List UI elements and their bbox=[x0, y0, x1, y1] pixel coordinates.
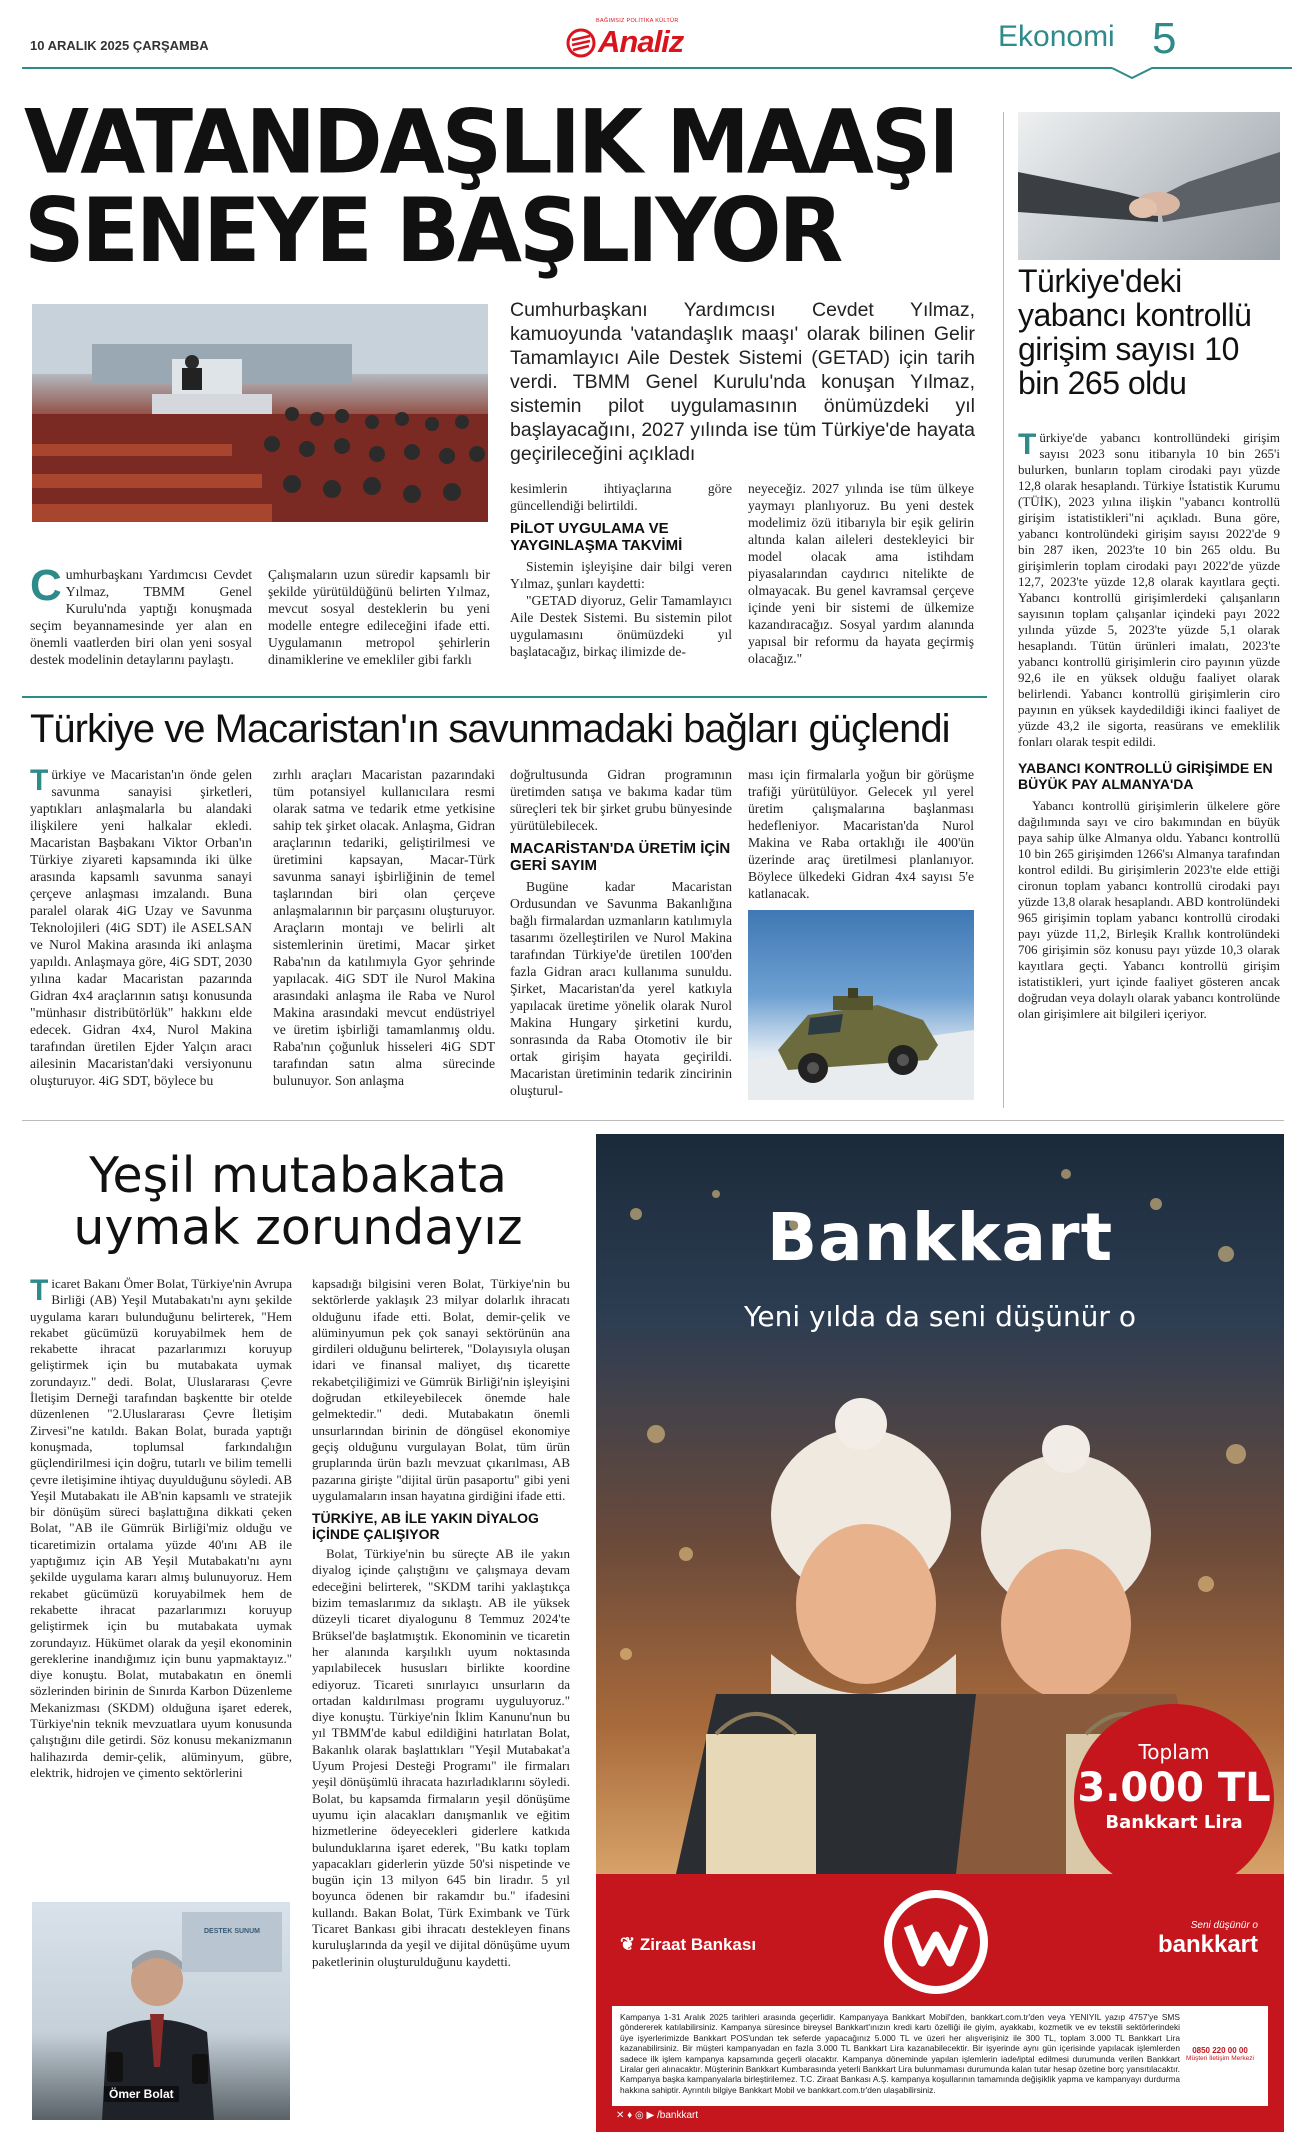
ziraat-wheat-icon: ❦ bbox=[620, 1934, 636, 1954]
handshake-illustration bbox=[1018, 112, 1280, 260]
side-text-1: ürkiye'de yabancı kontrollündeki girişim sayısı 2023 sonu itibarıyla 10 bin 265'i bulurken, bunların toplam cirodaki payı yüzde 12,8 olarak hesaplandı. Türkiye İstatistik Kurumu (TÜİK), 2023 yılına ilişkin "yabancı kontrollü girişim istatistikleri"ni açıkladı. Buna göre, yabancı kontrolündeki girişim sayısı 2022'de 9 bin 287 iken, 2023'te 10 bin 265 oldu. Bu girişimlerin toplam cirodaki payı 2022'de yüzde 12,7, 2023'te yüzde 12,8 olarak kayıtlara geçti. Yabancı kontrollü girişimlerdeki çalışanların sayısının toplam çalışanlar içindeki payı 2022 yılında yüzde 5, 2023'te yüzde 5,1 olarak hesaplandı. Tütün ürünleri imalatı, 2023'te yabancı kontrollü girişimlerin ciro payının yüzde 92,6 ile en yüksek olduğu faaliyet olarak belirlendi. Yabancı kontrollü girişimlerin ciro payının en yüksek kaydedildiği ikinci faaliyet de yüzde 43,2 ile sigorta, reasürans ve emeklilik fonları olarak tespit edildi. bbox=[1018, 430, 1280, 749]
logo-tagline: BAĞIMSIZ POLİTİKA KÜLTÜR bbox=[596, 18, 679, 24]
fine-print-text: Kampanya 1-31 Aralık 2025 tarihleri arasında geçerlidir. Kampanyaya Bankkart Mobil'den, bankkart.com.tr'den veya YENIYIL yazıp 4757'ye SMS göndererek katılabilirsiniz. Kampanya süresince bireysel Bankkart'ınızın kredi kartı özelliği ile giyim, ayakkabı, kozmetik ve ev tekstili sektörlerindeki üye işyerlerimizde Bankkart POS'undan tek seferde yapacağınız 5.000 TL ve üzeri her alışverişiniz ile 300 TL, toplam 3.000 TL Bankkart Lira kazanabilirsiniz. Bir müşteri kampanyadan en fazla 3.000 TL Bankkart Lira kazanabilecektir. Bir işyerinde aynı gün içerisinde yapılacak işlemlerden sadece ilk işlem kampanya kapsamında geçerli olacaktır. Kampanya döneminde yapılan işlemlerin iade/iptal edilmesi durumunda verilen Bankkart Liralar geri alınacaktır. Müşterinin Bankkart Kumbarasında yeterli Bankkart Lira bulunmaması durumunda kalan tutar hesap özetine borç yansıtılacaktır. Kampanya başka kampanyalarla birleştirilemez. T.C. Ziraat Bankası A.Ş. kampanya koşullarının tamamında değişiklik yapma ve kampanyayı durdurma hakkına sahiptir. Ayrıntılı bilgiye Bankkart Mobil ve bankkart.com.tr'den ulaşabilirsiniz. bbox=[620, 2012, 1180, 2095]
green-col2-subhead: TÜRKİYE, AB İLE YAKIN DİYALOG İÇİNDE ÇALIŞIYOR bbox=[312, 1510, 539, 1543]
social-icons: ✕ ♦ ◎ ▶ bbox=[616, 2110, 658, 2121]
defense-col3 bbox=[510, 766, 732, 1106]
parliament-photo bbox=[32, 304, 488, 522]
contact-box bbox=[1182, 2046, 1258, 2062]
main-col4 bbox=[748, 480, 974, 680]
armored-vehicle-photo bbox=[748, 910, 974, 1100]
defense-col4 bbox=[748, 766, 974, 906]
main-col3-text-b: Sistemin işleyişine dair bilgi veren Yılmaz, şunları kaydetti: bbox=[510, 559, 732, 591]
side-subhead: YABANCI KONTROLLÜ GİRİŞİMDE EN BÜYÜK PAY ALMANYA'DA bbox=[1018, 760, 1273, 792]
bankkart-logo[interactable] bbox=[1158, 1920, 1258, 1959]
green-col2-text-b: Bolat, Türkiye'nin bu süreçte AB ile yakın diyalog içinde çalıştığını ve çalışmaya devam edeceğini belirterek, "SKDM tarihi yaklaştıkça bizim temaslarımız da sıklaştı. AB ile yüksek düzeyli ticaret diyalogunu 8 Temmuz 2024'te Brüksel'de başlatmıştık. Ekonominin ve ticaretin her alanında karşılıklı uyum noktasında yapılabilecek hususları birlikte koordine ediyoruz. Ticareti sınırlayıcı unsurların da ortadan kaldırılması programı uyguluyoruz." diye konuştu. Türkiye'nin İklim Kanunu'nun bu yıl TBMM'de kabul edildiğini hatırlatan Bolat, Bakanlık olarak başlattıkları "Yeşil Mutabakat'a Uyum Projesi Desteği Programı" ile firmaları yeşil dönüşümlü ihracata hazırladıklarını söyledi. Bolat, bu kapsamda firmaların yeşil dönüşüme uyumu için alacakları danışmanlık ve eğitim hizmetlerine ödeyecekleri giderlere katkıda bulunduklarına işaret ederek, "Bu katkı toplam yapacakları giderlerin yüzde 50'si nispetinde ve bugün için 13 milyon 645 bin liradır. 5 yıl boyunca ödenen bir rakamdır bu." ifadesini kullandı. Bakan Bolat, Türk Eximbank ve Türk Ticaret Bankası gibi ihracatı destekleyen finans kuruluşlarında da yeşil ve dijital dönüşüme uyum paketlerinin oluşturulduğunu kaydetti. bbox=[312, 1546, 570, 1969]
contact-label: Müşteri İletişim Merkezi bbox=[1186, 2055, 1254, 2062]
badge-line1: Toplam bbox=[1138, 1740, 1210, 1764]
ad-center-emblem bbox=[884, 1890, 988, 1994]
badge-amount: 3.000 TL bbox=[1077, 1765, 1271, 1811]
main-col3-text-c: "GETAD diyoruz, Gelir Tamamlayıcı Aile Destek Sistemi. Bu sistemin pilot uygulamasını önümüzdeki yıl başlatacağız, birkaç ilimizde de- bbox=[510, 593, 732, 659]
section-label: Ekonomi bbox=[998, 20, 1115, 53]
defense-col3-subhead: MACARİSTAN'DA ÜRETİM İÇİN GERİ SAYIM bbox=[510, 840, 731, 874]
defense-col3-text-b: Bugüne kadar Macaristan Ordusundan ve Savunma Bakanlığına bağlı firmalardan uzmanların katılımıyla tasarımı özelleştirilen ve Nurol Makina tarafından Türkiye'de üretilen 100'den fazla Gidran aracı kullanıma sunuldu. Şirket, Macaristan'da yerel katkıyla yapılacak üretime yönelik olarak Nurol Makina Hungary şirketini kurdu, sonrasında da Raba Otomotiv ile bir ortak girişim hayata geçirildi. Macaristan üretiminin tedarik zincirinin oluşturul- bbox=[510, 879, 732, 1098]
defense-dropcap: T bbox=[30, 766, 49, 797]
main-lead: Cumhurbaşkanı Yardımcısı Cevdet Yılmaz, kamuoyunda 'vatandaşlık maaşı' olarak bilinen Gelir Tamamlayıcı Aile Destek Sistemi (GETAD) için tarih verdi. TBMM Genel Kurulu'nda konuşan Yılmaz, sistemin pilot uygulamasının önümüzdeki yıl başlayacağını, 2027 yılında ise tüm Türkiye'de hayata geçirileceğini açıkladı bbox=[510, 299, 975, 465]
ziraat-name: Ziraat Bankası bbox=[639, 1935, 757, 1954]
issue-date: 10 ARALIK 2025 ÇARŞAMBA bbox=[30, 38, 209, 53]
main-col3 bbox=[510, 480, 732, 680]
armored-vehicle-illustration bbox=[748, 910, 974, 1100]
defense-col2 bbox=[273, 766, 495, 1106]
side-dropcap: T bbox=[1018, 430, 1037, 461]
defense-col1 bbox=[30, 766, 252, 1106]
social-handle: /bankkart bbox=[657, 2110, 699, 2121]
side-text-2: Yabancı kontrollü girişimlerin ülkelere göre dağılımında sayı ve ciro bakımından en büyük paya sahip ülke Almanya oldu. Yabancı kontrollü 10 bin 265 girişimden 1266'sı Almanya tarafından kontrol edildi. Bu girişimlerin 2023'te elde ettiği cironun toplam yabancı kontrollü cirodaki payı yüzde 13,8 olarak hesaplandı. ABD kontrolündeki 965 girişimin toplam yabancı kontrollü cirodaki payı yüzde 11,2, Birleşik Krallık kontrolündeki 706 girişimin söz konusu payı yüzde 10,3 olarak kayıtlara geçti. Yabancı kontrollü girişim istatistikleri, yurt içinde faaliyet gösteren ancak doğrudan veya dolaylı olarak yabancı kontrolünde olan girişimlere ait bilgileri içeriyor. bbox=[1018, 798, 1280, 1021]
green-dropcap: T bbox=[30, 1276, 49, 1307]
photo-caption: Ömer Bolat bbox=[104, 2086, 179, 2102]
ziraat-logo[interactable] bbox=[620, 1934, 756, 1955]
handshake-photo bbox=[1018, 112, 1280, 260]
defense-col1-text: ürkiye ve Macaristan'ın önde gelen savunma sanayisi şirketleri, yaptıkları anlaşmalarla bu alandaki ilişkilere yeni halkalar ekledi. Macaristan Başbakanı Viktor Orban'ın Türkiye ziyareti kapsamında iki ülke arasında kapsamlı savunma sanayi çerçeve anlaşması imzalandı. Buna paralel olarak 4iG Uzay ve Savunma Teknolojileri (4iG SDT) ile ASELSAN ve Nurol Makina arasında iki anlaşma yapıldı. Anlaşmaya göre, 4iG SDT, 2030 yılına kadar Macaristan pazarında Gidran 4x4 araçlarının satışı konusunda "münhasır distribütörlük" hakkını elde edecek. Gidran 4x4, Nurol Makina tarafından üretilen Ejder Yalçın aracı ailesinin Macaristan'daki versiyonunu oluşturuyor. 4iG SDT, böylece bu bbox=[30, 767, 252, 1088]
bankkart-small-slogan: Seni düşünür o bbox=[1190, 1920, 1258, 1931]
logo-swirl-icon bbox=[566, 28, 596, 58]
bankkart-logo-text: bankkart bbox=[1157, 1931, 1258, 1958]
main-col3-text-a: kesimlerin ihtiyaçlarına göre güncellendiği belirtildi. bbox=[510, 481, 732, 513]
main-headline bbox=[24, 90, 984, 282]
defense-col4-text: ması için firmalarla yoğun bir görüşme trafiği yürütülüyor. Gelecek yıl yerel üretim çalışmalarına başlanması hedefleniyor. Macaristan'da Nurol Makina ve Raba ortaklığı ile 400'ün üzerinde araç üretilmesi planlanıyor. Böylece ülkedeki Gidran 4x4 sayısı 5'e katlanacak. bbox=[748, 767, 974, 901]
main-col3-subhead: PİLOT UYGULAMA VE YAYGINLAŞMA TAKVİMİ bbox=[510, 520, 683, 554]
defense-col2-text: zırhlı araçları Macaristan pazarındaki tüm potansiyel kullanıcılara resmi olarak satma ve tedarik etme yetkisine sahip tek şirket olacak. Anlaşma, Gidran araçlarının tedariki, geliştirilmesi ve üretimini kapsayan, Macar-Türk savunma sanayi işbirliğinin de temel taşlarından biri olan çerçeve anlaşmalarının bir parçasını oluşturuyor. Araçların montajı ve belirli alt sistemlerinin üretimi, Macar şirket Raba'nın da katılımıyla Gyor şehrinde yapılacak. 4iG SDT ile Nurol Makina arasındaki anlaşma ile Raba ve Nurol Makina arasındaki mevcut endüstriyel ve üretim işbirliği tamamlanmış oldu. Raba'nın çoğunluk hisseleri 4iG SDT tarafından satın alma sürecinde bulunuyor. Son anlaşma bbox=[273, 767, 495, 1088]
defense-top-rule bbox=[22, 696, 987, 698]
side-headline: Türkiye'deki yabancı kontrollü girişim sayısı 10 bin 265 oldu bbox=[1018, 263, 1252, 401]
green-col1-text: icaret Bakanı Ömer Bolat, Türkiye'nin Avrupa Birliği (AB) Yeşil Mutabakatı'nı aynı şekilde uygulama kararı bulunduğunu belirterek, "Hem rekabet gücümüzü koruyabilmek hem de rekabette ihracat pazarlarımızı koruyup geliştirmek için bu mutabakata uymak zorundayız." dedi. Bolat, Uluslararası Çevre İletişim Derneği tarafından başkentte bir otelde düzenlenen "2.Uluslararası Çevre İletişim Zirvesi"ne katıldı. Bakan Bolat, burada yaptığı konuşmada, toplumsal farkındalığın güçlendirilmesi için doğru, tutarlı ve bilim temelli çevre iletişimine ihtiyaç duyulduğunu söyledi. AB Yeşil Mutabakatı ile AB'nin kapsamlı ve stratejik bir dönüşüm süreci başlattığına dikkati çeken Bolat, "AB ile Gümrük Birliği'miz olduğu ve ticaretimizin ortalama yüzde 40'ını AB ile yaptığımız için AB Yeşil Mutabakatı'nı aynı şekilde uygulama kararı almış bulunuyoruz. Hem rekabet gücümüzü koruyabilmek hem de rekabette ihracat pazarlarımızı koruyup geliştirmek için bu mutabakata uymak zorundayız. Hükümet olarak da yeşil ekonominin gereklerine inandığımız için bunu yapmaktayız." diye konuştu. Bolat, mutabakatın en önemli sözlerinden birinin de Sınırda Karbon Düzenleme Mekanizması (SKDM) olduğuna işaret ederek, Türkiye'nin teknik mevzuatlara uyum konusunda çalıştığını dile getirdi. Söz konusu mekanizmanın halihazırda demir-çelik, alüminyum, gübre, elektrik, hidrojen ve çimento sektörlerini bbox=[30, 1276, 292, 1780]
header-rule bbox=[22, 60, 1292, 80]
green-col2-text-a: kapsadığı bilgisini veren Bolat, Türkiye'nin bu sektörlerde yaklaşık 23 milyar dolarlık ihracatı olduğunu ifade etti. Bolat, demir-çelik ve alüminyumun pek çok sanayi sektörünün ana girdileri olduğunu belirterek, "Dolayısıyla oluşan idari ve finansal maliyet, dış ticarette rekabetçiliğimizi ve Gümrük Birliği'nin işleyişini doğrudan etkileyebilecek önemde hale gelmektedir." dedi. Mutabakatın önemli unsurlarından birinin de döngüsel ekonomiye geçiş olduğunu vurgulayan Bolat, tüm ürün gruplarında ürün bazlı mevzuat çıkarılması, AB pazarına girişte "dijital ürün pasaportu" gibi yeni uygulamaların insan hayatına girdiğini ifade etti. bbox=[312, 1276, 570, 1503]
contact-number: 0850 220 00 00 bbox=[1192, 2046, 1248, 2055]
ad-slogan: Yeni yılda da seni düşünür o bbox=[744, 1300, 1136, 1333]
main-col1-text: umhurbaşkanı Yardımcısı Cevdet Yılmaz, TBMM Genel Kurulu'nda yaptığı konuşmada seçim beyannamesinde yer alan en önemli vaatlerden biri olan yeni sosyal destek modelinin detaylarını paylaştı. bbox=[30, 567, 252, 667]
ad-amount-badge bbox=[1074, 1704, 1274, 1894]
main-dropcap: C bbox=[30, 566, 62, 610]
ad-fine-print bbox=[612, 2006, 1268, 2106]
green-headline-line1: Yeşil mutabakata bbox=[89, 1147, 507, 1204]
main-col1 bbox=[30, 566, 252, 678]
badge-line3: Bankkart Lira bbox=[1105, 1812, 1243, 1833]
main-headline-line1: VATANDAŞLIK MAAŞI bbox=[24, 90, 957, 194]
side-divider bbox=[1003, 112, 1004, 1108]
main-col2 bbox=[268, 566, 490, 678]
main-col2-text: Çalışmaların uzun süredir kapsamlı bir şekilde yürütüldüğünü belirten Yılmaz, mevcut sosyal desteklerin bu yeni modelle entegre edileceğini ifade etti. Uygulamanın metropol şehirlerin dinamiklerine ve emekliler gibi farklı bbox=[268, 567, 490, 667]
green-headline bbox=[28, 1147, 568, 1256]
green-col1 bbox=[30, 1276, 292, 1892]
bankkart-ad[interactable] bbox=[596, 1134, 1284, 2132]
bankkart-w-icon bbox=[884, 1890, 988, 1994]
logo-text: Analiz bbox=[598, 24, 684, 59]
defense-col3-text-a: doğrultusunda Gidran programının üretimden satışa ve bakıma kadar tüm süreçleri tek bir şirket grubu bünyesinde yürütülebilecek. bbox=[510, 767, 732, 833]
ad-brand: Bankkart bbox=[766, 1199, 1114, 1276]
defense-headline: Türkiye ve Macaristan'ın savunmadaki bağları güçlendi bbox=[30, 707, 950, 751]
main-col4-text: neyeceğiz. 2027 yılında ise tüm ülkeye yaymayı planlıyoruz. Bu yeni destek modelimiz özü itibarıyla bir eşik gelirin altında kalan aileleri destekleyici bir model olacak ama istihdam piyasalarından caydırıcı nitelikte de olmayacak. Bu genel kavramsal çerçeve içinde yeni bir sistemi de ülkemize kazandıracağız. Sosyal yardım alanında yapısal bir reformu da hayata geçirmiş olacağız." bbox=[748, 481, 974, 666]
minister-photo bbox=[32, 1902, 290, 2120]
minister-backdrop-text: DESTEK SUNUM bbox=[204, 1928, 261, 1935]
main-headline-line2: SENEYE BAŞLIYOR bbox=[24, 178, 841, 282]
ad-social[interactable] bbox=[616, 2110, 698, 2121]
page-number: 5 bbox=[1152, 14, 1177, 63]
parliament-illustration bbox=[32, 304, 488, 522]
masthead-logo[interactable] bbox=[566, 18, 756, 62]
green-col2 bbox=[312, 1276, 570, 2122]
lower-section-rule bbox=[22, 1120, 1284, 1121]
green-headline-line2: uymak zorundayız bbox=[73, 1199, 523, 1256]
side-col bbox=[1018, 430, 1280, 1108]
